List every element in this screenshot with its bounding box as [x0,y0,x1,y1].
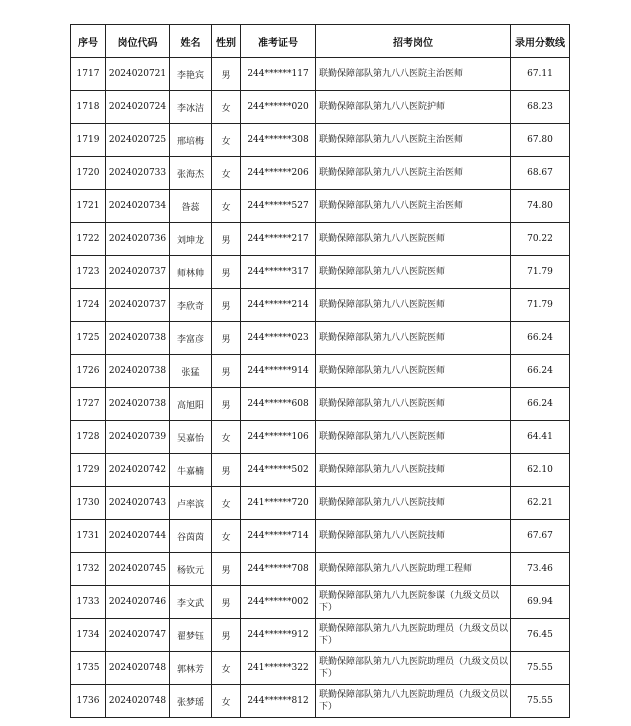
cell-exam-number: 244******714 [241,520,316,553]
cell-name: 高旭阳 [170,388,212,421]
cell-post: 联勤保障部队第九八九医院助理员（九级文员以下） [316,652,511,685]
cell-name: 杨钦元 [170,553,212,586]
cell-post: 联勤保障部队第九八八医院医师 [316,388,511,421]
table-row [71,256,570,289]
cell-exam-number: 244******023 [241,322,316,355]
cell-score: 67.67 [511,520,570,553]
cell-post-code: 2024020744 [106,520,170,553]
cell-gender: 女 [212,157,241,190]
cell-exam-number: 244******002 [241,586,316,619]
cell-post-code: 2024020747 [106,619,170,652]
cell-exam-number: 244******020 [241,91,316,124]
cell-post: 联勤保障部队第九八九医院助理员（九级文员以下） [316,619,511,652]
cell-name: 谷茵茵 [170,520,212,553]
cell-exam-number: 244******708 [241,553,316,586]
table-row [71,388,570,421]
cell-score: 69.94 [511,586,570,619]
cell-post-code: 2024020746 [106,586,170,619]
cell-seq: 1735 [71,652,106,685]
cell-seq: 1732 [71,553,106,586]
cell-score: 71.79 [511,289,570,322]
cell-exam-number: 244******106 [241,421,316,454]
cell-seq: 1733 [71,586,106,619]
cell-exam-number: 244******608 [241,388,316,421]
cell-post: 联勤保障部队第九八八医院医师 [316,256,511,289]
cell-name: 张猛 [170,355,212,388]
table-row [71,454,570,487]
cell-seq: 1718 [71,91,106,124]
cell-score: 62.21 [511,487,570,520]
cell-gender: 男 [212,223,241,256]
cell-post-code: 2024020745 [106,553,170,586]
cell-post-code: 2024020736 [106,223,170,256]
cell-post-code: 2024020734 [106,190,170,223]
cell-post-code: 2024020724 [106,91,170,124]
cell-seq: 1725 [71,322,106,355]
cell-score: 74.80 [511,190,570,223]
cell-gender: 女 [212,421,241,454]
cell-gender: 女 [212,124,241,157]
cell-exam-number: 241******322 [241,652,316,685]
cell-post: 联勤保障部队第九八八医院护师 [316,91,511,124]
cell-score: 75.55 [511,652,570,685]
cell-name: 师林帅 [170,256,212,289]
cell-gender: 女 [212,685,241,718]
table-row [71,322,570,355]
cell-post-code: 2024020737 [106,256,170,289]
cell-exam-number: 244******914 [241,355,316,388]
cell-score: 66.24 [511,355,570,388]
cell-name: 李欣奇 [170,289,212,322]
cell-name: 邢培梅 [170,124,212,157]
cell-score: 64.41 [511,421,570,454]
cell-exam-number: 244******308 [241,124,316,157]
cell-post-code: 2024020738 [106,388,170,421]
cell-gender: 男 [212,322,241,355]
cell-post-code: 2024020738 [106,322,170,355]
cell-exam-number: 244******912 [241,619,316,652]
cell-seq: 1722 [71,223,106,256]
table-row [71,619,570,652]
cell-exam-number: 244******812 [241,685,316,718]
table-row [71,553,570,586]
col-header-post: 招考岗位 [316,25,511,58]
cell-name: 李冰洁 [170,91,212,124]
cell-post: 联勤保障部队第九八八医院主治医师 [316,157,511,190]
cell-seq: 1719 [71,124,106,157]
cell-score: 70.22 [511,223,570,256]
cell-exam-number: 244******217 [241,223,316,256]
cell-gender: 女 [212,91,241,124]
cell-post: 联勤保障部队第九八九医院助理员（九级文员以下） [316,685,511,718]
cell-exam-number: 244******214 [241,289,316,322]
cell-post: 联勤保障部队第九八八医院主治医师 [316,124,511,157]
cell-name: 昝蕊 [170,190,212,223]
cell-gender: 男 [212,289,241,322]
cell-post-code: 2024020748 [106,652,170,685]
table-row [71,58,570,91]
cell-exam-number: 244******117 [241,58,316,91]
cell-post: 联勤保障部队第九八八医院技师 [316,454,511,487]
cell-seq: 1730 [71,487,106,520]
cell-post: 联勤保障部队第九八八医院医师 [316,421,511,454]
cell-score: 62.10 [511,454,570,487]
table-row [71,355,570,388]
cell-gender: 男 [212,355,241,388]
cell-gender: 男 [212,454,241,487]
cell-post: 联勤保障部队第九八八医院医师 [316,355,511,388]
cell-score: 66.24 [511,388,570,421]
cell-name: 郭林芳 [170,652,212,685]
cell-score: 66.24 [511,322,570,355]
table-row [71,223,570,256]
col-header-score: 录用分数线 [511,25,570,58]
cell-post-code: 2024020739 [106,421,170,454]
cell-gender: 男 [212,256,241,289]
cell-exam-number: 244******206 [241,157,316,190]
table-row [71,685,570,718]
cell-gender: 女 [212,190,241,223]
cell-gender: 男 [212,553,241,586]
cell-gender: 男 [212,586,241,619]
cell-exam-number: 244******317 [241,256,316,289]
cell-score: 76.45 [511,619,570,652]
cell-name: 翟梦钰 [170,619,212,652]
cell-exam-number: 244******527 [241,190,316,223]
cell-seq: 1731 [71,520,106,553]
cell-gender: 男 [212,388,241,421]
cell-post: 联勤保障部队第九八八医院主治医师 [316,190,511,223]
col-header-post-code: 岗位代码 [106,25,170,58]
cell-name: 李艳宾 [170,58,212,91]
cell-post: 联勤保障部队第九八八医院助理工程师 [316,553,511,586]
cell-post: 联勤保障部队第九八八医院医师 [316,322,511,355]
cell-seq: 1728 [71,421,106,454]
cell-post: 联勤保障部队第九八八医院技师 [316,487,511,520]
table-row [71,190,570,223]
cell-seq: 1723 [71,256,106,289]
cell-name: 卢率滨 [170,487,212,520]
cell-post: 联勤保障部队第九八九医院参谋（九级文员以下） [316,586,511,619]
cell-score: 67.11 [511,58,570,91]
cell-post-code: 2024020725 [106,124,170,157]
cell-gender: 男 [212,58,241,91]
table-row [71,289,570,322]
table-row [71,487,570,520]
cell-post-code: 2024020738 [106,355,170,388]
cell-post: 联勤保障部队第九八八医院医师 [316,289,511,322]
cell-name: 牛嘉楠 [170,454,212,487]
table-body [71,58,570,718]
table-row [71,421,570,454]
table-row [71,520,570,553]
table-row [71,652,570,685]
cell-seq: 1720 [71,157,106,190]
cell-post-code: 2024020737 [106,289,170,322]
cell-seq: 1729 [71,454,106,487]
col-header-gender: 性别 [212,25,241,58]
cell-name: 刘坤龙 [170,223,212,256]
cell-score: 75.55 [511,685,570,718]
cell-gender: 女 [212,520,241,553]
col-header-seq: 序号 [71,25,106,58]
table-row [71,586,570,619]
cell-name: 李文武 [170,586,212,619]
col-header-exam-number: 准考证号 [241,25,316,58]
cell-name: 李富彦 [170,322,212,355]
admission-score-table [70,24,570,718]
cell-post-code: 2024020748 [106,685,170,718]
col-header-name: 姓名 [170,25,212,58]
cell-seq: 1727 [71,388,106,421]
cell-post-code: 2024020733 [106,157,170,190]
cell-post: 联勤保障部队第九八八医院医师 [316,223,511,256]
cell-seq: 1734 [71,619,106,652]
cell-gender: 男 [212,619,241,652]
cell-post-code: 2024020721 [106,58,170,91]
cell-name: 张海杰 [170,157,212,190]
cell-gender: 女 [212,487,241,520]
cell-post-code: 2024020742 [106,454,170,487]
table-header-row [71,25,570,58]
cell-score: 73.46 [511,553,570,586]
cell-post: 联勤保障部队第九八八医院主治医师 [316,58,511,91]
cell-exam-number: 241******720 [241,487,316,520]
cell-seq: 1721 [71,190,106,223]
cell-score: 67.80 [511,124,570,157]
cell-score: 68.67 [511,157,570,190]
cell-seq: 1717 [71,58,106,91]
cell-seq: 1724 [71,289,106,322]
cell-score: 71.79 [511,256,570,289]
table-row [71,91,570,124]
cell-seq: 1736 [71,685,106,718]
cell-name: 张梦瑶 [170,685,212,718]
cell-exam-number: 244******502 [241,454,316,487]
cell-name: 吴嘉怡 [170,421,212,454]
cell-score: 68.23 [511,91,570,124]
cell-gender: 女 [212,652,241,685]
table-row [71,124,570,157]
cell-post: 联勤保障部队第九八八医院技师 [316,520,511,553]
cell-post-code: 2024020743 [106,487,170,520]
table-row [71,157,570,190]
cell-seq: 1726 [71,355,106,388]
